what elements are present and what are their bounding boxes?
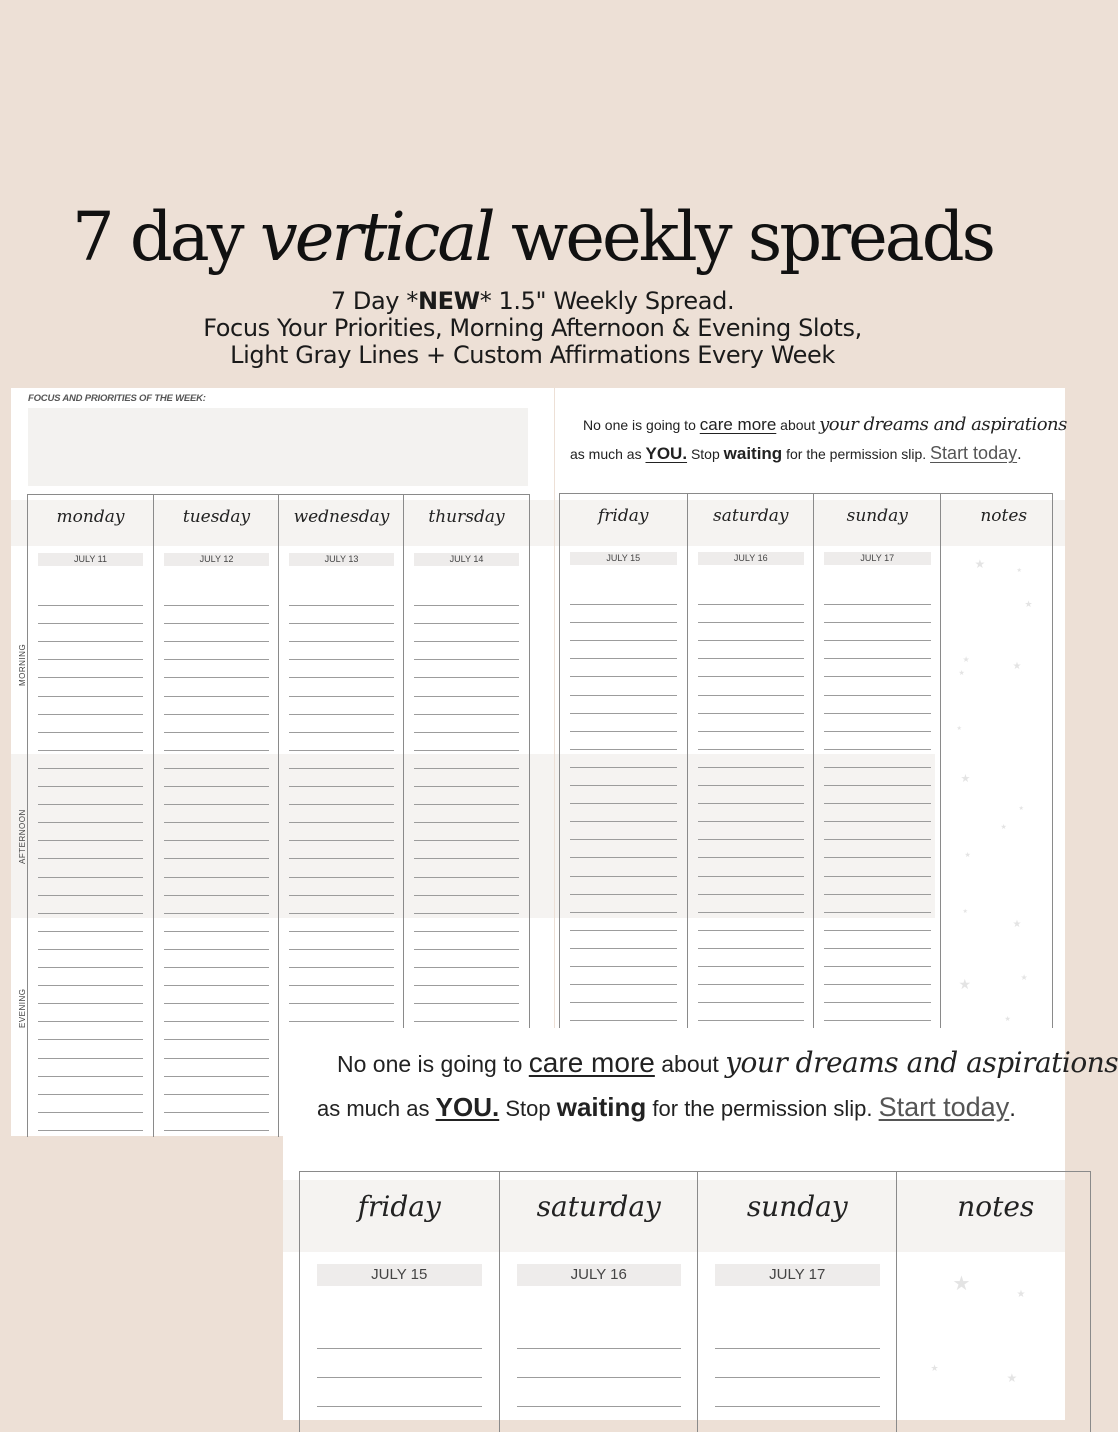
- writing-line[interactable]: [38, 931, 143, 932]
- writing-line[interactable]: [570, 713, 677, 714]
- writing-line[interactable]: [715, 1406, 880, 1407]
- writing-line[interactable]: [698, 948, 805, 949]
- section-label-evening: EVENING: [18, 988, 27, 1028]
- writing-line[interactable]: [38, 1021, 143, 1022]
- right-day-grid: [559, 493, 1053, 1029]
- writing-line[interactable]: [164, 732, 269, 733]
- writing-line[interactable]: [570, 912, 677, 913]
- writing-line[interactable]: [38, 858, 143, 859]
- writing-line[interactable]: [824, 876, 931, 877]
- writing-line[interactable]: [698, 1002, 805, 1003]
- writing-line[interactable]: [317, 1377, 482, 1378]
- writing-line[interactable]: [570, 930, 677, 931]
- writing-line[interactable]: [698, 731, 805, 732]
- writing-line[interactable]: [164, 949, 269, 950]
- writing-line[interactable]: [698, 676, 805, 677]
- writing-line[interactable]: [414, 641, 519, 642]
- section-label-morning: MORNING: [18, 643, 27, 686]
- writing-line[interactable]: [824, 966, 931, 967]
- star-icon: ★: [1012, 919, 1022, 930]
- writing-line[interactable]: [570, 839, 677, 840]
- writing-line[interactable]: [38, 677, 143, 678]
- writing-line[interactable]: [164, 1130, 269, 1131]
- writing-line[interactable]: [289, 1003, 394, 1004]
- writing-line[interactable]: [164, 1112, 269, 1113]
- day-date: JULY 13: [289, 553, 394, 566]
- writing-line[interactable]: [164, 623, 269, 624]
- writing-line[interactable]: [289, 714, 394, 715]
- writing-line[interactable]: [414, 822, 519, 823]
- writing-line[interactable]: [570, 876, 677, 877]
- zoomed-planner-page: [283, 1028, 1118, 1420]
- writing-line[interactable]: [414, 931, 519, 932]
- headline-italic: vertical: [259, 198, 493, 276]
- writing-line[interactable]: [164, 659, 269, 660]
- writing-line[interactable]: [38, 786, 143, 787]
- writing-line[interactable]: [698, 930, 805, 931]
- day-date: JULY 15: [570, 552, 677, 565]
- quote-you: YOU.: [645, 444, 688, 463]
- writing-line[interactable]: [824, 622, 931, 623]
- writing-line[interactable]: [164, 840, 269, 841]
- writing-line[interactable]: [38, 840, 143, 841]
- writing-line[interactable]: [317, 1348, 482, 1349]
- zoom-affirmation-line-2: [317, 1092, 1016, 1123]
- writing-line[interactable]: [38, 1003, 143, 1004]
- writing-line[interactable]: [414, 605, 519, 606]
- writing-line[interactable]: [289, 605, 394, 606]
- day-name: monday: [56, 507, 125, 527]
- writing-line[interactable]: [289, 985, 394, 986]
- writing-line[interactable]: [289, 623, 394, 624]
- star-icon: ★: [958, 670, 965, 677]
- writing-line[interactable]: [824, 785, 931, 786]
- writing-line[interactable]: [824, 912, 931, 913]
- writing-line[interactable]: [570, 604, 677, 605]
- writing-line[interactable]: [570, 785, 677, 786]
- quote-start-today: Start today: [930, 443, 1018, 463]
- quote-care-more: care more: [528, 1047, 655, 1078]
- writing-line[interactable]: [698, 749, 805, 750]
- writing-line[interactable]: [289, 895, 394, 896]
- quote-text: No one is going to: [337, 1051, 523, 1077]
- writing-line[interactable]: [414, 659, 519, 660]
- writing-line[interactable]: [698, 894, 805, 895]
- headline: [0, 192, 1065, 282]
- writing-line[interactable]: [824, 821, 931, 822]
- writing-line[interactable]: [289, 641, 394, 642]
- writing-line[interactable]: [164, 750, 269, 751]
- quote-text: for the permission slip.: [786, 446, 927, 462]
- quote-text: about: [780, 417, 816, 433]
- writing-line[interactable]: [164, 768, 269, 769]
- writing-line[interactable]: [38, 822, 143, 823]
- quote-dreams: your dreams and aspirations: [819, 414, 1067, 435]
- writing-line[interactable]: [38, 696, 143, 697]
- writing-line[interactable]: [164, 1058, 269, 1059]
- star-icon: ★: [1016, 1289, 1026, 1300]
- writing-line[interactable]: [414, 967, 519, 968]
- writing-line[interactable]: [517, 1377, 682, 1378]
- writing-line[interactable]: [570, 676, 677, 677]
- writing-line[interactable]: [38, 967, 143, 968]
- day-name: sunday: [846, 506, 908, 526]
- quote-period: .: [1009, 1095, 1016, 1122]
- writing-line[interactable]: [164, 931, 269, 932]
- zoom-affirmation-line-1: [337, 1046, 1118, 1079]
- writing-line[interactable]: [289, 732, 394, 733]
- writing-line[interactable]: [570, 821, 677, 822]
- writing-line[interactable]: [570, 767, 677, 768]
- day-name: friday: [598, 506, 649, 526]
- writing-line[interactable]: [289, 967, 394, 968]
- writing-line[interactable]: [38, 641, 143, 642]
- day-column-saturday: [499, 1172, 699, 1432]
- writing-line[interactable]: [824, 640, 931, 641]
- writing-line[interactable]: [38, 895, 143, 896]
- quote-text: Stop: [505, 1096, 551, 1121]
- section-label-afternoon: AFTERNOON: [18, 809, 27, 864]
- writing-line[interactable]: [164, 677, 269, 678]
- writing-line[interactable]: [164, 804, 269, 805]
- day-column-tuesday: [153, 495, 279, 1137]
- headline-start: 7 day: [71, 198, 242, 276]
- writing-line[interactable]: [289, 913, 394, 914]
- writing-line[interactable]: [414, 768, 519, 769]
- star-icon: ★: [930, 1363, 939, 1373]
- day-date: JULY 17: [715, 1264, 880, 1286]
- writing-line[interactable]: [164, 641, 269, 642]
- writing-line[interactable]: [38, 768, 143, 769]
- writing-line[interactable]: [517, 1348, 682, 1349]
- writing-line[interactable]: [414, 1021, 519, 1022]
- day-column-sunday: [697, 1172, 897, 1432]
- writing-line[interactable]: [698, 966, 805, 967]
- writing-line[interactable]: [289, 804, 394, 805]
- writing-line[interactable]: [698, 767, 805, 768]
- writing-line[interactable]: [824, 839, 931, 840]
- writing-line[interactable]: [698, 912, 805, 913]
- writing-line[interactable]: [824, 658, 931, 659]
- writing-line[interactable]: [38, 605, 143, 606]
- day-date: JULY 12: [164, 553, 269, 566]
- writing-line[interactable]: [698, 839, 805, 840]
- writing-line[interactable]: [414, 858, 519, 859]
- quote-start-today: Start today: [878, 1092, 1010, 1122]
- quote-text: Stop: [690, 446, 720, 462]
- day-name: saturday: [536, 1190, 661, 1223]
- writing-line[interactable]: [164, 895, 269, 896]
- star-icon: ★: [1006, 1371, 1018, 1385]
- writing-line[interactable]: [38, 877, 143, 878]
- subtitle-line-2: Focus Your Priorities, Morning Afternoon & Evening Slots,: [203, 314, 862, 342]
- writing-line[interactable]: [414, 877, 519, 878]
- day-date: JULY 15: [317, 1264, 482, 1286]
- day-name: tuesday: [182, 507, 251, 527]
- writing-line[interactable]: [414, 786, 519, 787]
- quote-text: as much as: [317, 1096, 430, 1121]
- writing-line[interactable]: [570, 966, 677, 967]
- writing-line[interactable]: [289, 877, 394, 878]
- writing-line[interactable]: [414, 677, 519, 678]
- writing-line[interactable]: [414, 696, 519, 697]
- writing-line[interactable]: [517, 1406, 682, 1407]
- star-icon: ★: [960, 773, 971, 785]
- writing-line[interactable]: [570, 622, 677, 623]
- star-icon: ★: [1024, 599, 1033, 609]
- day-date: JULY 11: [38, 553, 143, 566]
- writing-line[interactable]: [570, 695, 677, 696]
- day-date: JULY 16: [517, 1264, 682, 1286]
- writing-line[interactable]: [164, 985, 269, 986]
- writing-line[interactable]: [414, 895, 519, 896]
- star-icon: ★: [958, 976, 972, 992]
- day-column-saturday: [687, 494, 815, 1029]
- quote-text: for the permission slip.: [652, 1096, 873, 1121]
- day-column-sunday: [813, 494, 941, 1029]
- writing-line[interactable]: [289, 931, 394, 932]
- writing-line[interactable]: [824, 604, 931, 605]
- writing-line[interactable]: [698, 803, 805, 804]
- notes-heading: notes: [957, 1190, 1035, 1223]
- writing-line[interactable]: [414, 623, 519, 624]
- writing-line[interactable]: [38, 804, 143, 805]
- writing-line[interactable]: [824, 857, 931, 858]
- left-planner-page: [11, 388, 554, 1136]
- writing-line[interactable]: [824, 767, 931, 768]
- notes-column: [896, 1172, 1096, 1432]
- writing-line[interactable]: [698, 695, 805, 696]
- writing-line[interactable]: [698, 984, 805, 985]
- writing-line[interactable]: [289, 949, 394, 950]
- star-icon: ★: [1020, 973, 1028, 982]
- writing-line[interactable]: [698, 622, 805, 623]
- zoom-day-grid: [299, 1171, 1091, 1432]
- writing-line[interactable]: [570, 1002, 677, 1003]
- writing-line[interactable]: [38, 1058, 143, 1059]
- star-icon: ★: [1000, 824, 1007, 831]
- quote-text: as much as: [570, 446, 642, 462]
- writing-line[interactable]: [414, 750, 519, 751]
- writing-line[interactable]: [38, 1039, 143, 1040]
- writing-line[interactable]: [824, 930, 931, 931]
- writing-line[interactable]: [570, 984, 677, 985]
- writing-line[interactable]: [824, 731, 931, 732]
- subtitle-line-3: Light Gray Lines + Custom Affirmations Every Week: [230, 341, 835, 369]
- quote-text: about: [661, 1051, 719, 1077]
- writing-line[interactable]: [289, 822, 394, 823]
- writing-line[interactable]: [164, 822, 269, 823]
- star-icon: ★: [1012, 661, 1022, 672]
- day-name: sunday: [746, 1190, 848, 1223]
- day-name: friday: [357, 1190, 441, 1223]
- day-column-friday: [300, 1172, 499, 1432]
- right-planner-page: [555, 388, 1065, 1028]
- writing-line[interactable]: [570, 857, 677, 858]
- subtitle-line-1-post: * 1.5" Weekly Spread.: [479, 287, 735, 315]
- writing-line[interactable]: [38, 732, 143, 733]
- quote-waiting: waiting: [723, 444, 783, 463]
- writing-line[interactable]: [570, 948, 677, 949]
- writing-line[interactable]: [698, 604, 805, 605]
- writing-line[interactable]: [824, 676, 931, 677]
- quote-care-more: care more: [699, 415, 777, 434]
- writing-line[interactable]: [164, 858, 269, 859]
- writing-line[interactable]: [38, 913, 143, 914]
- day-date: JULY 14: [414, 553, 519, 566]
- writing-line[interactable]: [715, 1348, 880, 1349]
- day-name: saturday: [713, 506, 789, 526]
- star-icon: ★: [956, 726, 962, 732]
- writing-line[interactable]: [824, 695, 931, 696]
- quote-waiting: waiting: [556, 1092, 647, 1122]
- writing-line[interactable]: [414, 949, 519, 950]
- writing-line[interactable]: [289, 858, 394, 859]
- writing-line[interactable]: [164, 967, 269, 968]
- affirmation-line-2: [570, 443, 1022, 464]
- writing-line[interactable]: [570, 749, 677, 750]
- writing-line[interactable]: [38, 949, 143, 950]
- writing-line[interactable]: [164, 877, 269, 878]
- writing-line[interactable]: [824, 749, 931, 750]
- writing-line[interactable]: [824, 713, 931, 714]
- quote-dreams: your dreams and aspirations: [725, 1046, 1118, 1079]
- star-icon: ★: [1016, 568, 1022, 574]
- writing-line[interactable]: [570, 1020, 677, 1021]
- writing-line[interactable]: [38, 659, 143, 660]
- writing-line[interactable]: [38, 1094, 143, 1095]
- day-date: JULY 17: [824, 552, 931, 565]
- star-icon: ★: [974, 557, 986, 571]
- writing-line[interactable]: [414, 714, 519, 715]
- writing-line[interactable]: [317, 1406, 482, 1407]
- writing-line[interactable]: [698, 857, 805, 858]
- writing-line[interactable]: [289, 750, 394, 751]
- writing-line[interactable]: [414, 804, 519, 805]
- headline-end: weekly spreads: [511, 198, 994, 276]
- star-icon: ★: [964, 852, 971, 859]
- writing-line[interactable]: [698, 658, 805, 659]
- quote-period: .: [1017, 446, 1022, 463]
- writing-line[interactable]: [164, 1039, 269, 1040]
- day-column-friday: [560, 494, 687, 1029]
- writing-line[interactable]: [289, 677, 394, 678]
- writing-line[interactable]: [289, 786, 394, 787]
- writing-line[interactable]: [38, 1130, 143, 1131]
- writing-line[interactable]: [164, 696, 269, 697]
- writing-line[interactable]: [38, 623, 143, 624]
- writing-line[interactable]: [414, 1003, 519, 1004]
- subtitle-line-1-pre: 7 Day *: [330, 287, 418, 315]
- focus-label: FOCUS AND PRIORITIES OF THE WEEK:: [28, 393, 206, 404]
- writing-line[interactable]: [414, 840, 519, 841]
- writing-line[interactable]: [38, 714, 143, 715]
- star-icon: ★: [962, 655, 970, 664]
- writing-line[interactable]: [414, 985, 519, 986]
- writing-line[interactable]: [824, 984, 931, 985]
- writing-line[interactable]: [824, 803, 931, 804]
- writing-line[interactable]: [570, 803, 677, 804]
- writing-line[interactable]: [289, 840, 394, 841]
- quote-you: YOU.: [435, 1092, 500, 1122]
- writing-line[interactable]: [698, 1020, 805, 1021]
- writing-line[interactable]: [698, 713, 805, 714]
- subtitle-new-badge: NEW: [417, 287, 480, 315]
- writing-line[interactable]: [824, 948, 931, 949]
- writing-line[interactable]: [698, 821, 805, 822]
- writing-line[interactable]: [698, 876, 805, 877]
- day-name: wednesday: [293, 507, 390, 527]
- writing-line[interactable]: [164, 786, 269, 787]
- writing-line[interactable]: [164, 1094, 269, 1095]
- writing-line[interactable]: [715, 1377, 880, 1378]
- day-column-monday: [28, 495, 153, 1137]
- writing-line[interactable]: [164, 913, 269, 914]
- writing-line[interactable]: [289, 696, 394, 697]
- day-name: thursday: [428, 507, 505, 527]
- writing-line[interactable]: [414, 913, 519, 914]
- subtitle-line-1: [0, 288, 1065, 315]
- writing-line[interactable]: [164, 1021, 269, 1022]
- notes-heading: notes: [980, 506, 1028, 526]
- writing-line[interactable]: [164, 1076, 269, 1077]
- writing-line[interactable]: [164, 605, 269, 606]
- writing-line[interactable]: [570, 640, 677, 641]
- affirmation-line-1: [583, 414, 1067, 435]
- writing-line[interactable]: [164, 1003, 269, 1004]
- writing-line[interactable]: [38, 1112, 143, 1113]
- writing-line[interactable]: [38, 1076, 143, 1077]
- star-icon: ★: [952, 1273, 971, 1295]
- writing-line[interactable]: [38, 985, 143, 986]
- writing-line[interactable]: [698, 785, 805, 786]
- writing-line[interactable]: [289, 768, 394, 769]
- writing-line[interactable]: [414, 732, 519, 733]
- writing-line[interactable]: [570, 731, 677, 732]
- writing-line[interactable]: [698, 640, 805, 641]
- writing-line[interactable]: [38, 750, 143, 751]
- star-icon: ★: [962, 909, 968, 915]
- writing-line[interactable]: [824, 894, 931, 895]
- writing-line[interactable]: [164, 714, 269, 715]
- writing-line[interactable]: [824, 1020, 931, 1021]
- focus-box[interactable]: [28, 408, 528, 486]
- writing-line[interactable]: [289, 659, 394, 660]
- writing-line[interactable]: [570, 894, 677, 895]
- day-date: JULY 16: [698, 552, 805, 565]
- star-icon: ★: [1018, 806, 1024, 812]
- writing-line[interactable]: [289, 1021, 394, 1022]
- star-icon: ★: [1004, 1016, 1011, 1023]
- writing-line[interactable]: [824, 1002, 931, 1003]
- writing-line[interactable]: [570, 658, 677, 659]
- notes-column: [940, 494, 1068, 1029]
- quote-text: No one is going to: [583, 417, 696, 433]
